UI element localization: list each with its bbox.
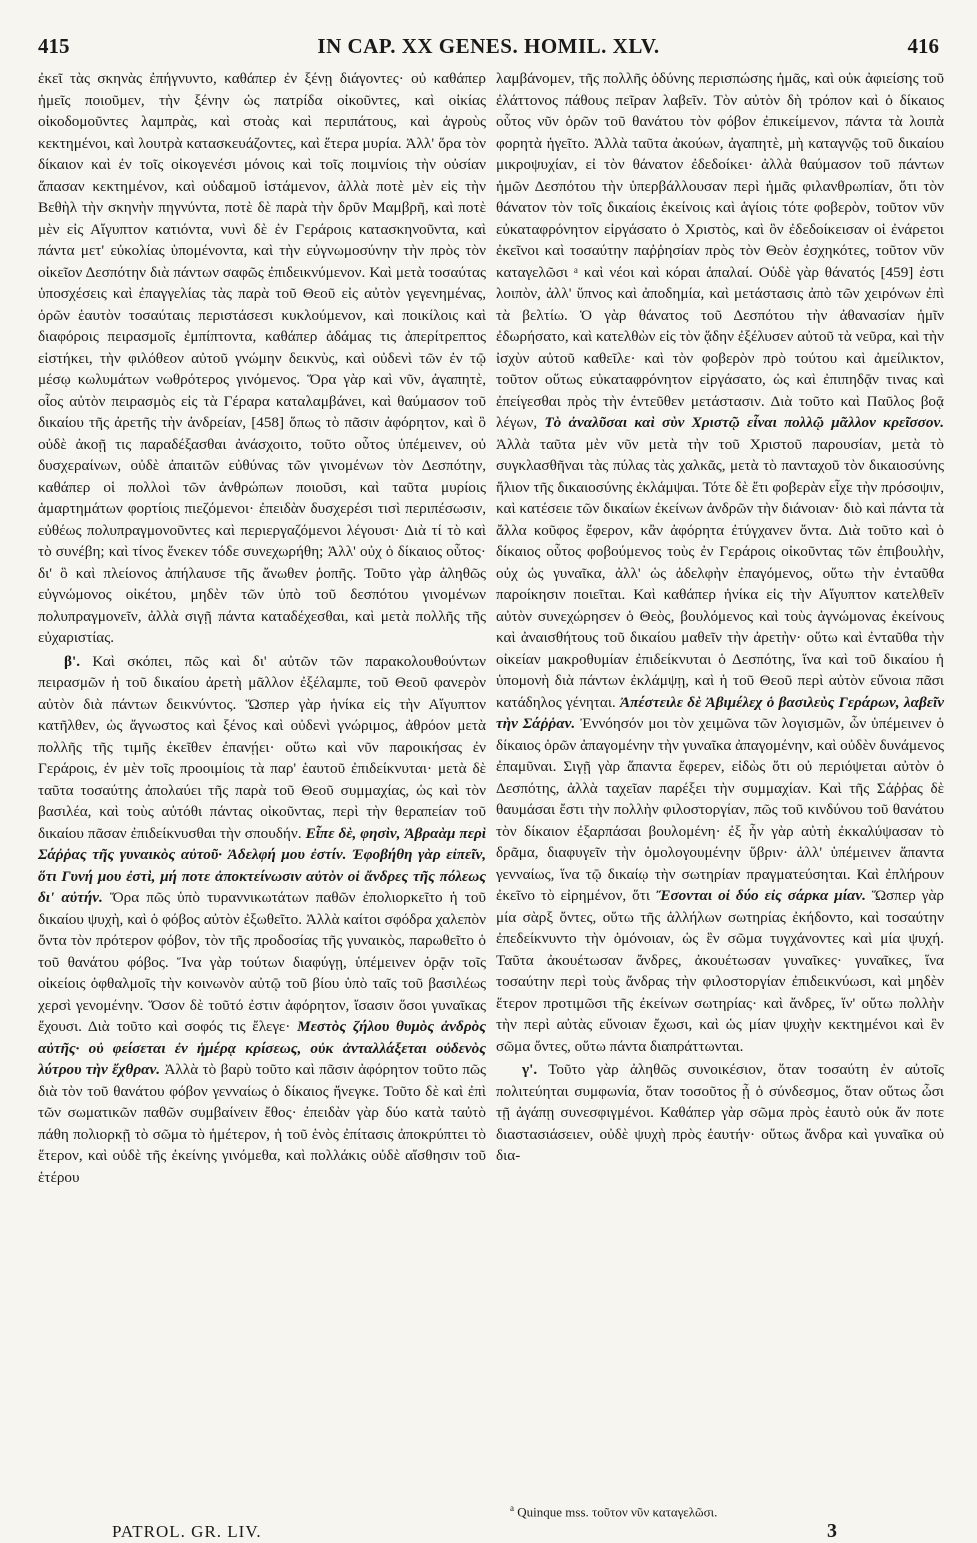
right-column (496, 68, 944, 1167)
scripture-quote: Εἶπε δὲ, φησὶν, Ἀβραὰμ περὶ Σάῤῥας τῆς γυναικὸς αὐτοῦ· Ἀδελφή μου ἐστίν. Ἐφοβήθη γὰρ εἰπεῖν, ὅτι Γυνή μου ἐστὶ, μή ποτε ἀποκτείνωσιν αὐτὸν οἱ ἄνδρες τῆς πόλεως δι' αὐτήν. (38, 824, 486, 906)
paragraph-text: Ὅρα πῶς ὑπὸ τυραννικωτάτων παθῶν ἐπολιορκεῖτο ἡ τοῦ δικαίου ψυχὴ, καὶ ὁ φόβος αὐτὸν ἐξωθεῖτο. Ἀλλὰ καίτοι σφόδρα χαλεπὸν ὄντα τὸν πρότερον φόβον, τὸν τῆς προδοσίας τῆς γυναικὸς, παρωθεῖτο ὁ τοῦ θανάτου φόβος. Ἵνα γὰρ τούτων διαφύγῃ, ὑπέμεινεν ὁρᾷν τοῖς οἰκείοις ὀφθαλμοῖς τὴν κοινωνὸν αὐτῷ τοῦ βίου ὑπὸ ταῖς τοῦ βασιλέως χερσὶ γενομένην. Ὅσον δὲ τοῦτό ἐστιν ἀφόρητον, ἴσασιν ὅσοι γυναῖκας ἔχουσι. Διὰ τοῦτο καὶ σοφός τις ἔλεγε· (38, 889, 486, 1035)
signature-mark: 3 (827, 1520, 837, 1542)
page-number-right: 416 (907, 34, 939, 58)
scripture-quote: Ἀπέστειλε δὲ Ἀβιμέλεχ ὁ βασιλεὺς Γεράρων, λαβεῖν τὴν Σάῤῥαν. (496, 693, 944, 732)
scripture-quote: Ἔσονται οἱ δύο εἰς σάρκα μίαν. (655, 887, 866, 904)
section-number: β'. (64, 652, 81, 670)
footer-source: PATROL. GR. LIV. (112, 1522, 262, 1541)
paragraph-text: Τοῦτο γὰρ ἀληθῶς συνοικέσιον, ὅταν τοσαύτη ἐν αὐτοῖς πολιτεύηται συμφωνία, ὅταν τοσοῦτος ᾖ ὁ σύνδεσμος, ὅταν οὕτως ὦσι τῇ ἀγάπῃ συνεσφιγμένοι. Καθάπερ γὰρ σῶμα πρὸς ἑαυτὸ οὐκ ἄν ποτε διαστασιάσειεν, οὐδὲ ψυχὴ πρὸς ἑαυτήν· οὕτως ἄνδρα καὶ γυναῖκα οὐ δια- (496, 1061, 944, 1164)
paragraph (38, 651, 486, 1189)
section-number: γ'. (522, 1061, 538, 1078)
footnote-text: Quinque mss. τοῦτον νῦν καταγελῶσι. (517, 1504, 718, 1520)
page-number-left: 415 (38, 34, 70, 58)
scripture-quote: Τὸ ἀναλῦσαι καὶ σὺν Χριστῷ εἶναι πολλῷ μᾶλλον κρεῖσσον. (544, 414, 944, 431)
paragraph (496, 68, 944, 1057)
scripture-quote: Μεστὸς ζήλου θυμὸς ἀνδρὸς αὐτῆς· οὐ φείσεται ἐν ἡμέρᾳ κρίσεως, οὐκ ἀνταλλάξεται οὐδενὸς λύτρου τὴν ἔχθραν. (38, 1018, 487, 1078)
paragraph-text: Ἀλλὰ τὸ βαρὺ τοῦτο καὶ πᾶσιν ἀφόρητον τοῦτο πῶς διὰ τὸν τοῦ θανάτου φόβον γενναίως ὁ δίκαιος ἤνεγκε. Τοῦτο δὲ καὶ ἐπὶ τῶν σωματικῶν παθῶν συμβαίνειν ἔθος· ἐπειδὰν γὰρ δύο κατὰ ταὐτὸ πάθη πολιορκῇ τὸ σῶμα τὸ ἡμέτερον, ἡ τοῦ ἑνὸς ἐπίτασις ἀποκρύπτει τὸ ἕτερον, καὶ οὐδὲ τῆς ἐκείνης γινόμεθα, καὶ πολλάκις οὐδὲ αἴσθησιν τοῦ ἑτέρου (38, 1061, 487, 1186)
paragraph (38, 68, 486, 649)
paragraph-text: Ἀλλὰ ταῦτα μὲν νῦν μετὰ τὴν τοῦ Χριστοῦ παρουσίαν, μετὰ τὸ συγκλασθῆναι τὰς πύλας τὰς χαλκᾶς, μετὰ τὸ πανταχοῦ τὸν δικαιοσύνης ἥλιον τῆς δικαιοσύνης ἐκλάμψαι. Τότε δὲ ἔτι φοβερὰν εἶχε τὴν πρόσοψιν, καὶ κατέσειε τῶν δικαίων ἐκείνων ἀνδρῶν τὴν διάνοιαν· διὸ καὶ πάντα τὰ ἄλλα κοῦφος ἔφερον, κἂν ἀφόρητα ἐτύγχανεν ὄντα. Διὰ τοῦτο καὶ ὁ δίκαιος οὗτος φοβούμενος τοὺς ἐν Γεράροις οἰκοῦντας τῶν ἐπιβουλὴν, οὐχ ὡς γυναῖκα, ἀλλ' ὡς ἀδελφὴν ἐπαγόμενος, οὕτω τὴν ἐνταῦθα παροίκησιν ποιεῖται. Καὶ καθάπερ ἡνίκα εἰς τὴν Αἴγυπτον κατελθεῖν αὐτὸν συνεχώρησεν ὁ Θεὸς, βουλόμενος καὶ τοὺς ἀγνώμονας ἐκείνους καὶ ἀναισθήτους τοῦ δικαίου μαθεῖν τὴν ἀρετὴν· οὕτω καὶ ἐνταῦθα τὴν οἰκείαν μακροθυμίαν ἐπιδείκνυται ὁ Δεσπότης, ἵνα καὶ τοῦ δικαίου ἡ ὑπομονὴ διὰ πάντων ἐκλάμψῃ, καὶ ἡ τοῦ Θεοῦ περὶ αὐτὸν εὔνοια πᾶσι κατάδηλος γένηται. (496, 435, 944, 711)
paragraph-text: λαμβάνομεν, τῆς πολλῆς ὀδύνης περισπώσης ἡμᾶς, καὶ οὐκ ἀφιείσης τοῦ ἐλάττονος πάθους πεῖραν λαβεῖν. Τὸν αὐτὸν δὴ τρόπον καὶ ὁ δίκαιος οὗτος νῦν ὁρῶν τοῦ θανάτου τὸν φόβον ἐπικείμενον, πάντα τὰ λοιπὰ φορητὰ ἡγεῖτο. Ἀλλὰ ταῦτα ἀκούων, ἀγαπητὲ, μὴ καταγνῷς τοῦ δικαίου μικροψυχίαν, εἰ τὸν θάνατον ἐδεδοίκει· ἀλλὰ θαύμασον τοῦ πάντων ἡμῶν Δεσπότου τὴν ὑπερβάλλουσαν περὶ ἡμᾶς φιλανθρωπίαν, ὅτι τὸν θάνατον τὸν τοῖς δικαίοις ἐκείνοις καὶ ἁγίοις τότε φοβερὸν, τοῦτον νῦν εὐκαταφρόνητον εἰργάσατο ὁ Χριστὸς, καὶ ὃν ἐδεδοίκεισαν οἱ ἐνάρετοι ἐκεῖνοι καὶ τοσαύτην παῤῥησίαν πρὸς τὸν Θεὸν ἐσχηκότες, τοῦτον νῦν καταγελῶσι ᵃ καὶ νέοι καὶ κόραι ἁπαλαί. Οὐδὲ γὰρ θάνατός [459] ἐστι λοιπὸν, ἀλλ' ὕπνος καὶ ἀποδημία, καὶ μετάστασις ἀπὸ τῶν χειρόνων ἐπὶ τὰ βελτίω. Ὁ γὰρ θάνατος τοῦ Δεσπότου τὴν ἀθανασίαν ἡμῖν ἐδωρήσατο, καὶ κατελθὼν εἰς τὸν ᾅδην ἐξέλυσεν αὐτοῦ τὰ νεῦρα, καὶ τὴν ἰσχὺν αὐτοῦ καθεῖλε· καὶ τὸν φοβερὸν πρὸ τούτου καὶ ἀμείλικτον, τοῦτον οὕτως εὐκαταφρόνητον εἰργάσατο, ὡς καὶ ἐπιπηδᾷν τινας καὶ ἐπείγεσθαι πρὸς τὴν ἐντεῦθεν μετάστασιν. Διὰ τοῦτο καὶ Παῦλος βοᾷ λέγων, (496, 70, 944, 431)
footnote-mark: a (510, 1503, 514, 1513)
page-header (38, 34, 939, 60)
paragraph-text: Καὶ σκόπει, πῶς καὶ δι' αὐτῶν τῶν παρακολουθούντων πειρασμῶν ἡ τοῦ δικαίου ἀρετὴ μᾶλλον ἐξέλαμπε, τοῦ Θεοῦ φανερὸν αὐτὸν διὰ πάντων δεικνύντος. Ὥσπερ γὰρ ἡνίκα εἰς τὴν Αἴγυπτον κατῆλθεν, ὡς ἄγνωστος καὶ ξένος καὶ οὐδενὶ γνώριμος, ἀθρόον μετὰ πολλῆς τῆς τιμῆς ἐκεῖθεν ἐπανῄει· οὕτω καὶ νῦν παροικήσας ἐν Γεράροις, ἐν μὲν τοῖς προοιμίοις τὰ παρ' ἑαυτοῦ ἐπιδείκνυται· μετὰ δὲ ταῦτα τοσαύτης ἀπολαύει τῆς παρὰ τοῦ Θεοῦ συμμαχίας, ὡς καὶ τὸν βασιλέα, καὶ τοὺς αὐτόθι πάντας οἰκοῦντας, περὶ τὴν θεραπείαν τοῦ δικαίου πᾶσαν ἐπιδείκνυσθαι τὴν σπουδήν. (38, 652, 486, 842)
paragraph-text: Ἐννόησόν μοι τὸν χειμῶνα τῶν λογισμῶν, ὧν ὑπέμεινεν ὁ δίκαιος ὁρῶν ἀπαγομένην τὴν γυναῖκα ἀπαγομένην, καὶ οὐδὲν δυνάμενος ἐπαμῦναι. Σιγῇ γὰρ ἅπαντα ἔφερεν, εἰδὼς ὅτι οὐ περιόψεται αὐτὸν ὁ Δεσπότης, ἀλλὰ ταχεῖαν παρέξει τὴν συμμαχίαν. Καὶ τῆς Σάῤῥας δὲ θαυμάσαι ἔστι τὴν πολλὴν φιλοστοργίαν, πῶς τοῦ κινδύνου τοῦ θανάτου τὸν δίκαιον ἐξαρπάσαι βουλομένη· ἐξ ἧν γὰρ αὐτὴ ἐκκαλύψασαν τὸ δρᾶμα, διαφυγεῖν τὴν ὁμολογουμένην ὕβριν· ἀλλ' ὑπέμεινεν ἅπαντα γενναίως, ἵνα τῷ δικαίῳ τὴν σωτηρίαν πραγματεύσηται. Καὶ ἐπλήρουν ἐκεῖνο τὸ εἰρημένον, ὅτι (496, 715, 944, 904)
footnote (510, 1503, 810, 1520)
paragraph-text: ἐκεῖ τὰς σκηνὰς ἐπήγνυντο, καθάπερ ἐν ξένῃ διάγοντες· οὐ καθάπερ ἡμεῖς ποιοῦμεν, τὴν ξένην ὡς πατρίδα οἰκοῦντες, καὶ οἰκίας οἰκοδομοῦντες λαμπρὰς, καὶ στοὰς καὶ περιπάτους, καὶ ἀγροὺς κεκτημένοι, καὶ λουτρὰ κατασκευάζοντες, καὶ ἕτερα μυρία. Ἀλλ' ὅρα τὸν δίκαιον καὶ ἐν τοῖς οἰκογενέσι μόνοις καὶ τοῖς ποιμνίοις τὴν οὐσίαν ἅπασαν κεκτημένον, καὶ οὐδαμοῦ ἱστάμενον, ἀλλὰ ποτὲ μὲν εἰς τὴν Βεθὴλ τὴν σκηνὴν πηγνύντα, ποτὲ δὲ παρὰ τὴν δρῦν Μαμβρῆ, καὶ ποτὲ μὲν εἰς Αἴγυπτον κατιόντα, νυνὶ δὲ ἐν Γεράροις κατασκηνοῦντα, καὶ πάντα μετ' εὐκολίας ὑπομένοντα, καὶ τὴν εὐγνωμοσύνην τὴν πρὸς τὸν οἰκεῖον Δεσπότην διὰ πάντων σαφῶς ἐπιδεικνύμενον. Καὶ μετὰ τοσαύτας ὑποσχέσεις καὶ ἐπαγγελίας τὰς παρὰ τοῦ Θεοῦ εἰς αὐτὸν γεγενημένας, ὁρῶν ἑαυτὸν τοσαύταις περιστάσεσι κυκλούμενον, καὶ ποικίλοις καὶ διαφόροις πειρασμοῖς ἐμπίπτοντα, καθάπερ ἀδάμας τις ἀπερίτρεπτος εἱστήκει, τὴν φιλόθεον αὐτοῦ γνώμην δεικνὺς, καὶ οὐδενὶ τῶν ἐν τῷ μέσῳ κωλυμάτων νωθρότερος γινόμενος. Ὅρα γὰρ καὶ νῦν, ἀγαπητὲ, οἷος αὐτὸν πειρασμὸς εἰς τὰ Γέραρα καταλαμβάνει, καὶ θαύμασον τοῦ δικαίου τῆς ἀρετῆς τὴν ἀνδρείαν, [458] ὅπως τὸ πᾶσιν ἀφόρητον, καὶ ὃ οὐδὲ ἀκοῇ τις παραδέξασθαι ἀνάσχοιτο, τοῦτο οὗτος ὑπέμεινεν, οὐ δυσχεραίνων, οὐδὲ ἀπαιτῶν εὐθύνας τῶν γινομένων τὸν Δεσπότην, καθάπερ οἱ πολλοὶ τῶν ἀνθρώπων ποιοῦσι, καὶ ταῦτα μυρίοις ἁμαρτημάτων φορτίοις πιεζόμενοι· ἐπειδὰν δυσχερέσι τισὶ περιπέσωσιν, εὐθέως πολυπραγμονοῦντες καὶ περιεργαζόμενοι λέγουσι· Διὰ τί τὸ καὶ τὸ συνέβη; καὶ τίνος ἕνεκεν τόδε συνεχωρήθη; Ἀλλ' οὐχ ὁ δίκαιος οὗτος· δι' ὃ καὶ πλείονος ἀπήλαυσε τῆς ἄνωθεν ῥοπῆς. Τοῦτο γὰρ ἀληθῶς εὐγνώμονος οἰκέτου, μηδὲν τῶν ὑπὸ τοῦ δεσπότου γινομένων πολυπραγμονεῖν, ἀλλὰ σιγῇ πάντα καταδέχεσθαι, καὶ μετὰ πολλῆς τῆς εὐχαριστίας. (38, 70, 486, 646)
paragraph-text: Ὥσπερ γὰρ μία σὰρξ ὄντες, οὕτω τῆς ἀλλήλων σωτηρίας ἐκήδοντο, καὶ τοσαύτην ἐπεδείκνυντο τὴν ὁμόνοιαν, ὡς ἓν σῶμα τυγχάνοντες καὶ μία ψυχή. Ταῦτα ἀκουέτωσαν ἄνδρες, ἀκουέτωσαν γυναῖκες· γυναῖκες, ἵνα τοσαύτην περὶ τοὺς ἄνδρας τὴν φιλοστοργίαν ἐπιδεικνύωσι, καὶ μηδὲν ἕτερον προτιμῶσι τῆς ἐκείνων σωτηρίας· καὶ ἄνδρες, ἵν' οὕτω πολλὴν τὴν περὶ αὐτὰς εὔνοιαν ἔχωσι, καὶ ὡς μίαν ψυχὴν κεκτημένοι καὶ ἓν σῶμα ὄντες, οὕτω πάντα διαπράττωνται. (496, 887, 944, 1055)
paragraph (496, 1059, 944, 1167)
left-column (38, 68, 486, 1188)
running-title: IN CAP. XX GENES. HOMIL. XLV. (317, 34, 660, 58)
